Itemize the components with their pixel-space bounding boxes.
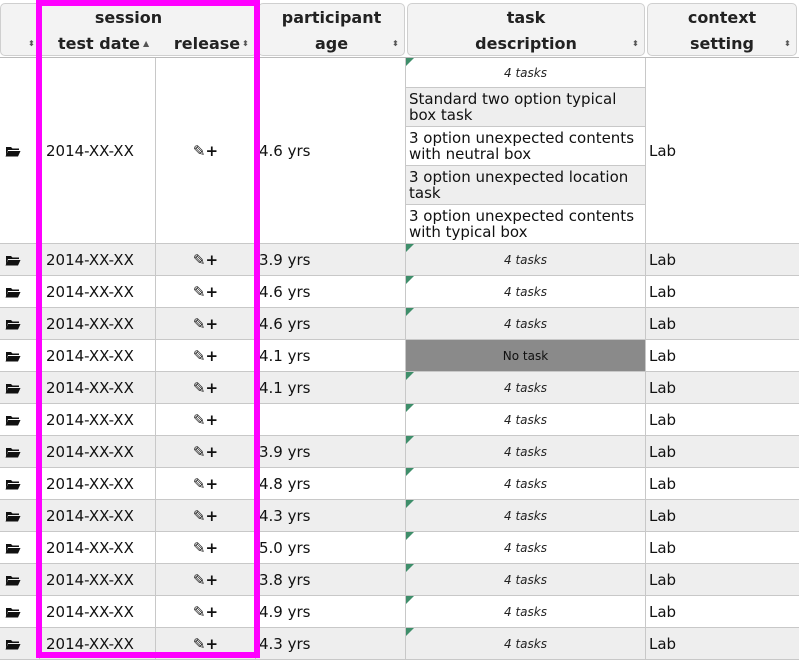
age-value: 4.6 yrs (259, 141, 311, 160)
age-value: 4.3 yrs (259, 634, 311, 653)
task-description-cell[interactable] (406, 532, 646, 563)
task-description-cell[interactable] (406, 500, 646, 531)
task-item (406, 127, 645, 166)
table-row (0, 436, 799, 468)
task-item-label: Standard two option typical box task (409, 90, 617, 124)
age-label: age (314, 34, 349, 53)
tasks-summary: 4 tasks (504, 540, 547, 555)
task-description-cell[interactable] (406, 372, 646, 403)
description-label: description (475, 34, 577, 53)
test-date-column-header[interactable] (41, 34, 157, 56)
task-label: task (506, 8, 546, 27)
age-value: 3.9 yrs (259, 250, 311, 269)
table-row (0, 58, 799, 244)
tasks-summary: 4 tasks (504, 284, 547, 299)
task-item (406, 166, 645, 205)
test-date-value: 2014-XX-XX (46, 410, 134, 429)
test-date-cell (40, 308, 156, 339)
open-session-cell[interactable] (0, 372, 40, 403)
participant-age-cell (256, 404, 406, 435)
test-date-label: test date (58, 34, 140, 53)
table-row (0, 276, 799, 308)
context-setting-cell (646, 436, 799, 467)
task-description-cell[interactable] (406, 244, 646, 275)
context-setting-cell (646, 628, 799, 659)
participant-age-column-header[interactable] (258, 3, 405, 56)
open-session-cell[interactable] (0, 244, 40, 275)
table-row (0, 596, 799, 628)
release-symbol: ✎+ (192, 314, 219, 333)
context-value: Lab (649, 538, 677, 557)
sessions-table (0, 57, 799, 660)
release-cell[interactable] (156, 340, 256, 371)
release-pin-icon[interactable] (156, 411, 255, 429)
test-date-cell (40, 596, 156, 627)
participant-age-cell (256, 564, 406, 595)
test-date-cell (40, 532, 156, 563)
tasks-summary: 4 tasks (504, 444, 547, 459)
tasks-summary: 4 tasks (504, 572, 547, 587)
table-row (0, 468, 799, 500)
participant-age-cell (256, 500, 406, 531)
session-group-label: session (94, 8, 163, 27)
sort-toggle-icon[interactable]: ⬍ (632, 39, 639, 48)
release-cell[interactable] (156, 58, 256, 243)
context-value: Lab (649, 506, 677, 525)
participant-age-cell (256, 372, 406, 403)
test-date-value: 2014-XX-XX (46, 346, 134, 365)
context-setting-cell (646, 468, 799, 499)
context-setting-column-header[interactable] (647, 3, 797, 56)
expand-corner-icon[interactable] (406, 468, 414, 476)
participant-age-cell (256, 596, 406, 627)
context-setting-cell (646, 308, 799, 339)
expand-corner-icon[interactable] (406, 436, 414, 444)
context-setting-cell (646, 596, 799, 627)
release-pin-icon[interactable] (156, 379, 255, 397)
open-session-cell[interactable] (0, 596, 40, 627)
tasks-summary: 4 tasks (504, 412, 547, 427)
no-task-label: No task (502, 348, 549, 363)
age-value: 4.9 yrs (259, 602, 311, 621)
open-session-cell[interactable] (0, 58, 40, 243)
context-setting-cell (646, 532, 799, 563)
open-session-cell[interactable] (0, 500, 40, 531)
release-pin-icon[interactable] (156, 507, 255, 525)
folder-icon[interactable] (5, 350, 21, 362)
task-description-cell[interactable] (406, 436, 646, 467)
open-session-cell[interactable] (0, 308, 40, 339)
sort-toggle-icon[interactable]: ⬍ (392, 39, 399, 48)
release-symbol: ✎+ (192, 346, 219, 365)
folder-icon[interactable] (5, 478, 21, 490)
test-date-cell (40, 436, 156, 467)
task-item-label: 3 option unexpected contents with neutral box (409, 129, 635, 163)
participant-age-cell (256, 532, 406, 563)
release-cell[interactable] (156, 436, 256, 467)
folder-icon[interactable] (5, 574, 21, 586)
context-value: Lab (649, 282, 677, 301)
tasks-summary: 4 tasks (504, 65, 547, 80)
expand-corner-icon[interactable] (406, 276, 414, 284)
tasks-summary: 4 tasks (504, 476, 547, 491)
context-value: Lab (649, 634, 677, 653)
task-description-cell[interactable] (406, 596, 646, 627)
expand-corner-icon[interactable] (406, 372, 414, 380)
test-date-value: 2014-XX-XX (46, 282, 134, 301)
test-date-cell (40, 468, 156, 499)
release-cell[interactable] (156, 468, 256, 499)
expand-corner-icon[interactable] (406, 404, 414, 412)
release-symbol: ✎+ (192, 282, 219, 301)
test-date-cell (40, 628, 156, 659)
release-pin-icon[interactable] (156, 251, 255, 269)
age-value: 4.6 yrs (259, 282, 311, 301)
test-date-cell (40, 244, 156, 275)
task-item-label: 3 option unexpected contents with typical box (409, 207, 635, 241)
task-description-cell[interactable] (406, 404, 646, 435)
age-value: 3.9 yrs (259, 442, 311, 461)
release-pin-icon[interactable] (156, 347, 255, 365)
task-description-cell[interactable] (406, 468, 646, 499)
tasks-summary: 4 tasks (504, 252, 547, 267)
test-date-value: 2014-XX-XX (46, 314, 134, 333)
expand-corner-icon[interactable] (406, 628, 414, 636)
folder-icon[interactable] (5, 606, 21, 618)
tasks-summary: 4 tasks (504, 508, 547, 523)
expand-corner-icon[interactable] (406, 500, 414, 508)
folder-icon[interactable] (5, 542, 21, 554)
task-description-cell (406, 340, 646, 371)
release-pin-icon[interactable] (156, 315, 255, 333)
release-cell[interactable] (156, 628, 256, 659)
expand-corner-icon[interactable] (406, 244, 414, 252)
table-row (0, 372, 799, 404)
sort-toggle-icon[interactable]: ⬍ (28, 39, 35, 48)
task-description-cell[interactable] (406, 564, 646, 595)
context-value: Lab (649, 378, 677, 397)
release-cell[interactable] (156, 532, 256, 563)
tasks-summary: 4 tasks (504, 380, 547, 395)
expand-corner-icon[interactable] (406, 564, 414, 572)
release-pin-icon[interactable] (156, 475, 255, 493)
task-description-cell[interactable] (406, 628, 646, 659)
table-row (0, 244, 799, 276)
release-cell[interactable] (156, 596, 256, 627)
release-symbol: ✎+ (192, 378, 219, 397)
release-symbol: ✎+ (192, 570, 219, 589)
expand-corner-icon[interactable] (406, 532, 414, 540)
test-date-cell (40, 564, 156, 595)
test-date-value: 2014-XX-XX (46, 538, 134, 557)
release-cell[interactable] (156, 500, 256, 531)
folder-icon[interactable] (5, 414, 21, 426)
release-cell[interactable] (156, 564, 256, 595)
folder-icon[interactable] (5, 510, 21, 522)
context-value: Lab (649, 410, 677, 429)
test-date-value: 2014-XX-XX (46, 141, 134, 160)
setting-label: setting (690, 34, 754, 53)
release-symbol: ✎+ (192, 410, 219, 429)
test-date-value: 2014-XX-XX (46, 474, 134, 493)
context-label: context (687, 8, 757, 27)
tasks-summary: 4 tasks (504, 604, 547, 619)
context-setting-cell (646, 564, 799, 595)
context-setting-cell (646, 500, 799, 531)
context-value: Lab (649, 314, 677, 333)
participant-age-cell (256, 308, 406, 339)
tasks-summary: 4 tasks (504, 636, 547, 651)
test-date-value: 2014-XX-XX (46, 570, 134, 589)
open-session-cell[interactable] (0, 628, 40, 659)
sort-toggle-icon[interactable]: ⬍ (242, 39, 249, 48)
context-setting-cell (646, 58, 799, 243)
context-setting-cell (646, 404, 799, 435)
participant-age-cell (256, 468, 406, 499)
age-value: 3.8 yrs (259, 570, 311, 589)
test-date-value: 2014-XX-XX (46, 378, 134, 397)
release-cell[interactable] (156, 244, 256, 275)
participant-age-cell (256, 244, 406, 275)
session-header (0, 3, 257, 56)
open-session-cell[interactable] (0, 340, 40, 371)
release-pin-icon[interactable] (156, 603, 255, 621)
age-value: 4.1 yrs (259, 346, 311, 365)
participant-label: participant (281, 8, 382, 27)
folder-icon[interactable] (5, 286, 21, 298)
open-session-cell[interactable] (0, 276, 40, 307)
open-session-cell[interactable] (0, 404, 40, 435)
release-column-header[interactable] (157, 34, 257, 56)
context-value: Lab (649, 570, 677, 589)
open-session-cell[interactable] (0, 436, 40, 467)
release-cell[interactable] (156, 404, 256, 435)
release-pin-icon[interactable] (156, 142, 255, 160)
open-session-cell[interactable] (0, 468, 40, 499)
age-value: 4.6 yrs (259, 314, 311, 333)
release-symbol: ✎+ (192, 442, 219, 461)
release-symbol: ✎+ (192, 250, 219, 269)
table-row (0, 308, 799, 340)
participant-age-cell (256, 436, 406, 467)
age-value: 4.8 yrs (259, 474, 311, 493)
release-symbol: ✎+ (192, 634, 219, 653)
task-item (406, 205, 645, 243)
task-description-cell (406, 58, 646, 243)
table-row (0, 340, 799, 372)
table-row (0, 532, 799, 564)
task-item-label: 3 option unexpected location task (409, 168, 629, 202)
release-symbol: ✎+ (192, 141, 219, 160)
context-setting-cell (646, 244, 799, 275)
folder-icon[interactable] (5, 318, 21, 330)
sort-ascending-icon[interactable]: ▲ (143, 39, 150, 48)
expand-corner-icon[interactable] (406, 596, 414, 604)
tasks-summary-row[interactable] (406, 58, 645, 88)
test-date-cell (40, 372, 156, 403)
participant-age-cell (256, 276, 406, 307)
context-value: Lab (649, 602, 677, 621)
tasks-summary: 4 tasks (504, 316, 547, 331)
test-date-value: 2014-XX-XX (46, 506, 134, 525)
participant-age-cell (256, 58, 406, 243)
folder-icon[interactable] (5, 145, 21, 157)
context-setting-cell (646, 340, 799, 371)
release-pin-icon[interactable] (156, 539, 255, 557)
expand-corner-icon[interactable] (406, 308, 414, 316)
context-value: Lab (649, 442, 677, 461)
participant-age-cell (256, 628, 406, 659)
release-symbol: ✎+ (192, 538, 219, 557)
sort-toggle-icon[interactable]: ⬍ (784, 39, 791, 48)
release-cell[interactable] (156, 308, 256, 339)
table-row (0, 404, 799, 436)
context-setting-cell (646, 276, 799, 307)
test-date-value: 2014-XX-XX (46, 250, 134, 269)
open-session-cell[interactable] (0, 564, 40, 595)
age-value: 4.1 yrs (259, 378, 311, 397)
context-value: Lab (649, 346, 677, 365)
release-cell[interactable] (156, 276, 256, 307)
test-date-cell (40, 404, 156, 435)
release-pin-icon[interactable] (156, 283, 255, 301)
release-symbol: ✎+ (192, 474, 219, 493)
task-description-column-header[interactable] (407, 3, 645, 56)
table-row (0, 500, 799, 532)
open-session-cell[interactable] (0, 532, 40, 563)
context-value: Lab (649, 474, 677, 493)
folder-icon[interactable] (5, 382, 21, 394)
release-pin-icon[interactable] (156, 571, 255, 589)
release-pin-icon[interactable] (156, 443, 255, 461)
test-date-cell (40, 500, 156, 531)
test-date-value: 2014-XX-XX (46, 634, 134, 653)
table-row (0, 564, 799, 596)
age-value: 5.0 yrs (259, 538, 311, 557)
context-value: Lab (649, 250, 677, 269)
participant-age-cell (256, 340, 406, 371)
test-date-value: 2014-XX-XX (46, 442, 134, 461)
test-date-cell (40, 276, 156, 307)
release-label: release (173, 34, 241, 53)
task-item (406, 88, 645, 127)
release-symbol: ✎+ (192, 602, 219, 621)
task-description-cell[interactable] (406, 276, 646, 307)
release-symbol: ✎+ (192, 506, 219, 525)
folder-icon[interactable] (5, 446, 21, 458)
folder-icon[interactable] (5, 638, 21, 650)
age-value: 4.3 yrs (259, 506, 311, 525)
test-date-cell (40, 58, 156, 243)
task-description-cell[interactable] (406, 308, 646, 339)
context-setting-cell (646, 372, 799, 403)
test-date-cell (40, 340, 156, 371)
release-cell[interactable] (156, 372, 256, 403)
context-value: Lab (649, 141, 677, 160)
release-pin-icon[interactable] (156, 635, 255, 653)
folder-icon[interactable] (5, 254, 21, 266)
test-date-value: 2014-XX-XX (46, 602, 134, 621)
table-row (0, 628, 799, 660)
